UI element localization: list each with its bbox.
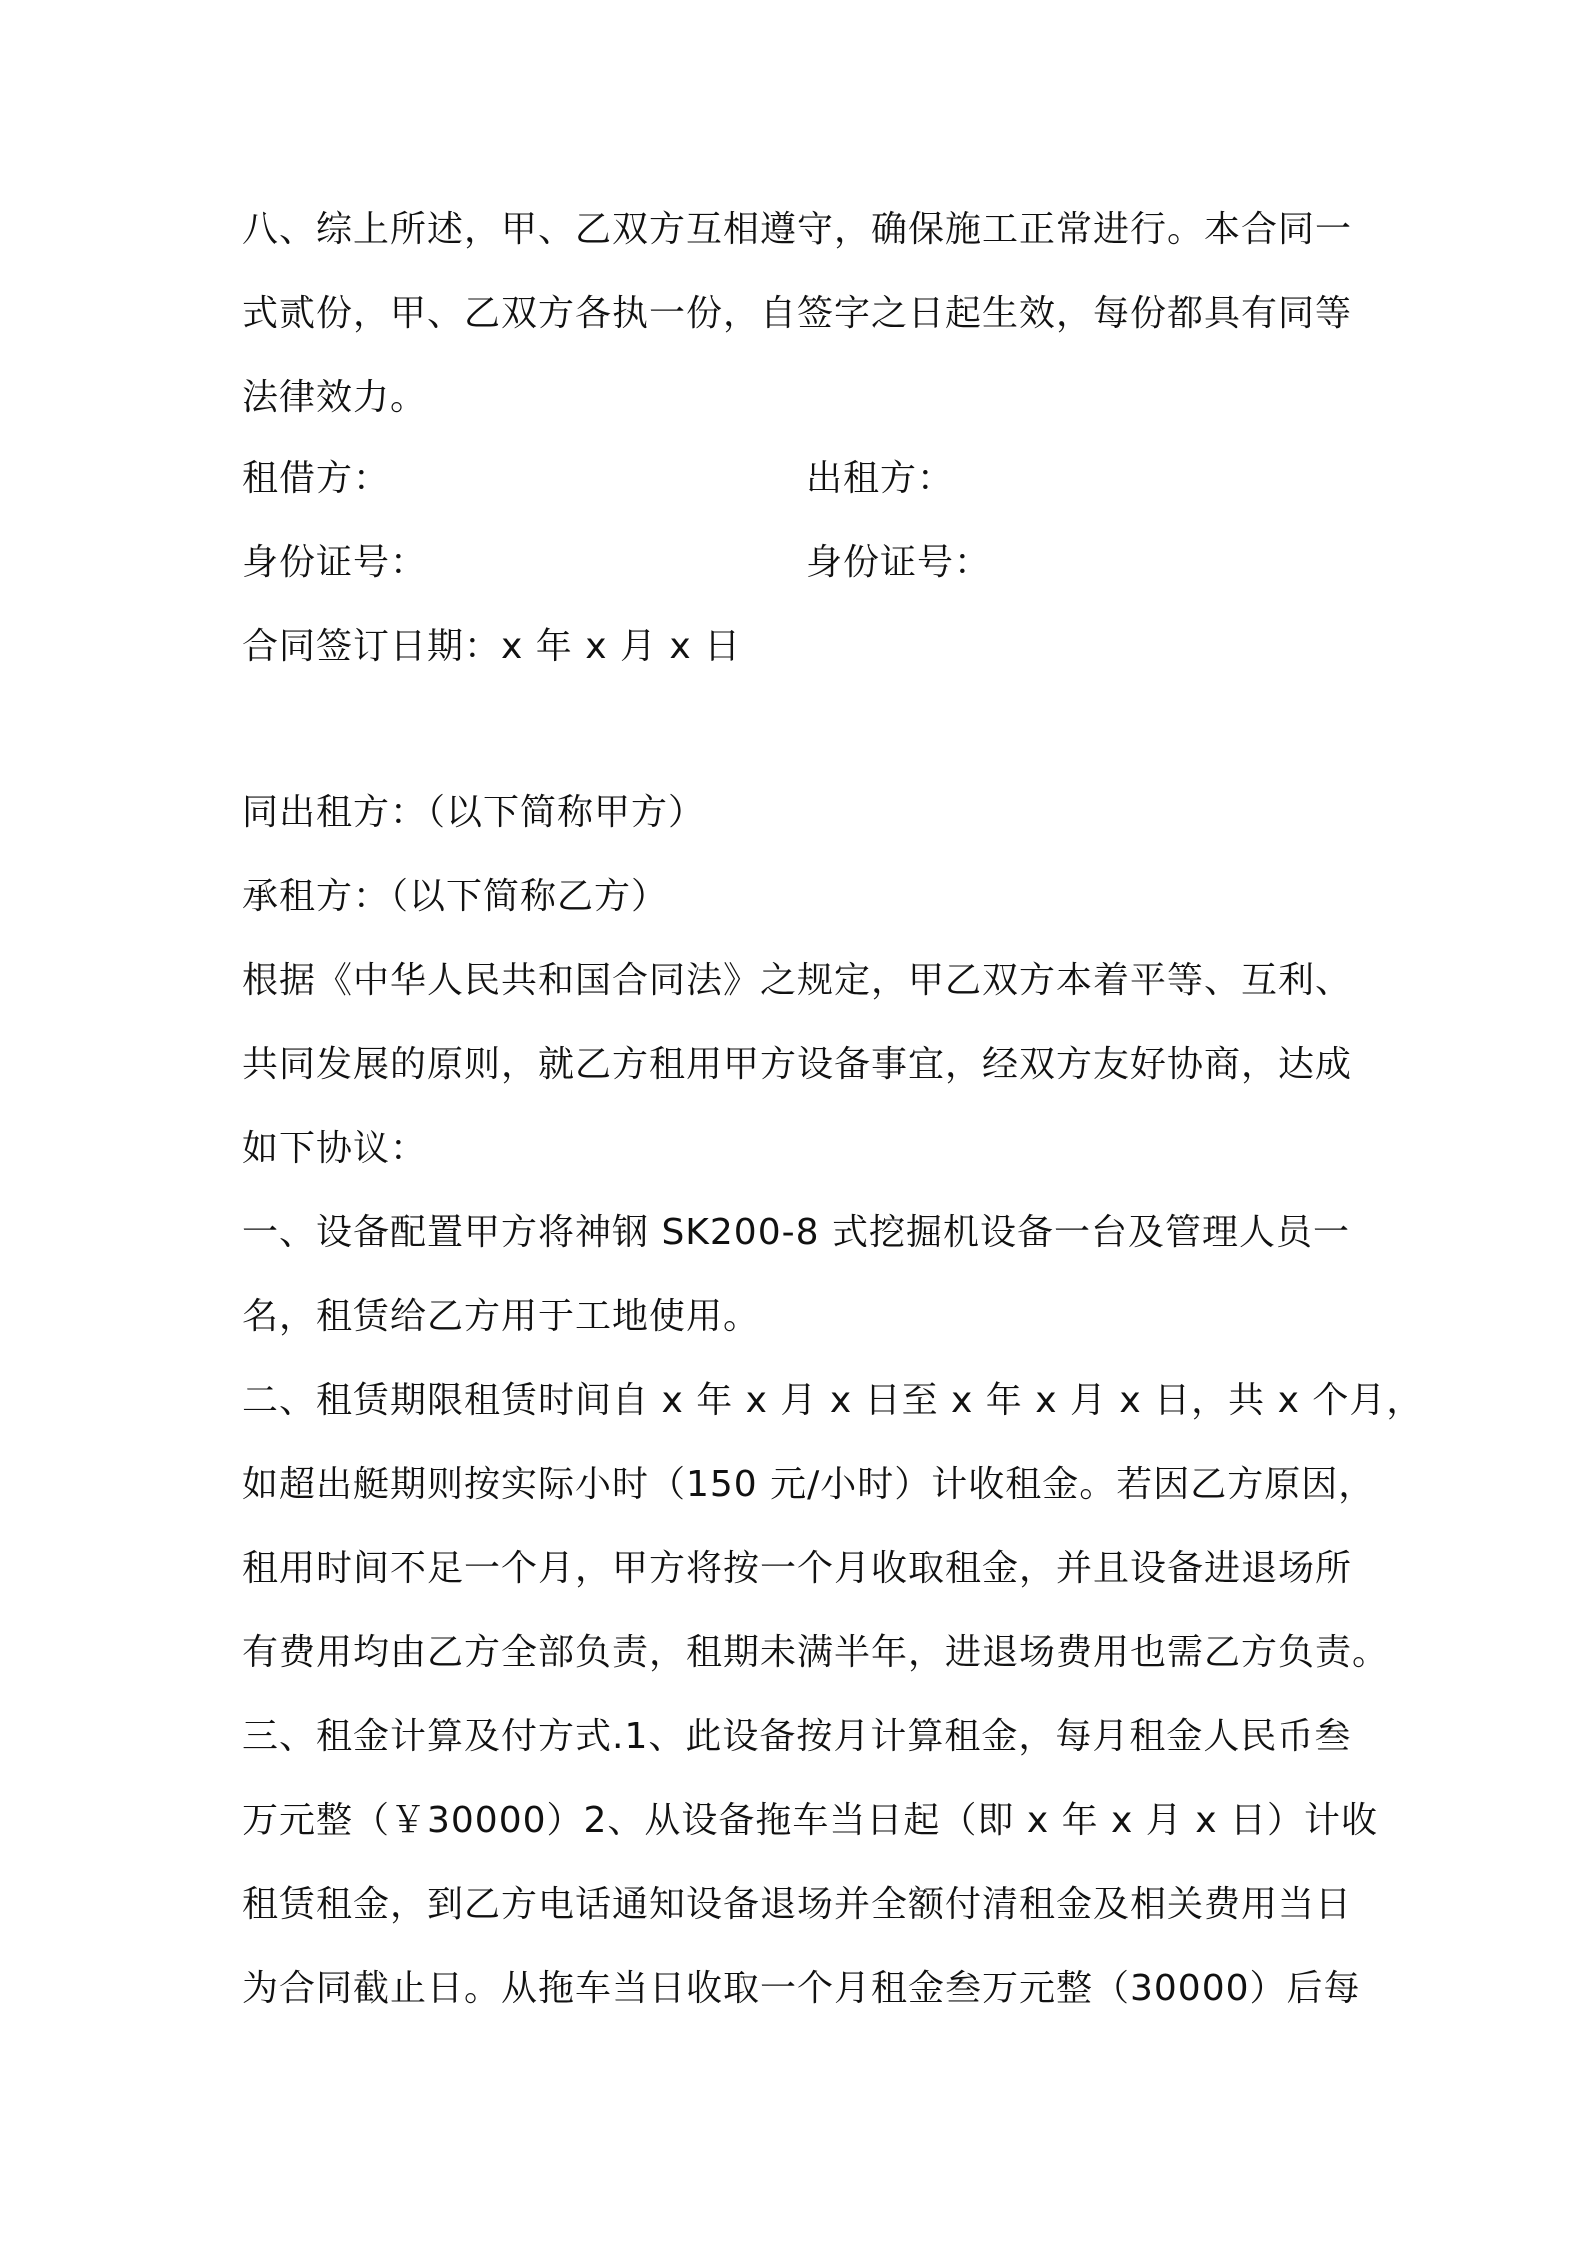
clause-two-line: 租用时间不足一个月，甲方将按一个月收取租金，并且设备进退场所 <box>242 1548 1353 1589</box>
signature-row-id <box>242 521 1362 605</box>
lessee-id-label: 身份证号： <box>242 542 428 583</box>
paragraph-line: 八、综上所述，甲、乙双方互相遵守，确保施工正常进行。本合同一 <box>242 209 1353 250</box>
clause-three-line: 三、租金计算及付方式.1、此设备按月计算租金，每月租金人民币叁 <box>242 1716 1352 1757</box>
clause-three-line: 租赁租金，到乙方电话通知设备退场并全额付清租金及相关费用当日 <box>242 1884 1353 1925</box>
clause-one-line: 一、设备配置甲方将神钢 SK200-8 式挖掘机设备一台及管理人员一 <box>242 1212 1350 1253</box>
signature-row-parties <box>242 437 1362 521</box>
lessor-label: 出租方： <box>806 458 955 499</box>
section-eight-paragraph <box>242 188 1362 440</box>
preamble-line: 如下协议： <box>242 1128 428 1169</box>
clause-three-line: 万元整（￥30000）2、从设备拖车当日起（即 x 年 x 月 x 日）计收 <box>242 1800 1379 1841</box>
contract-date-line: 合同签订日期：x 年 x 月 x 日 <box>242 626 742 667</box>
clause-one-line: 名，租赁给乙方用于工地使用。 <box>242 1296 761 1337</box>
preamble-line: 根据《中华人民共和国合同法》之规定，甲乙双方本着平等、互利、 <box>242 960 1353 1001</box>
clause-three-line: 为合同截止日。从拖车当日收取一个月租金叁万元整（30000）后每 <box>242 1968 1361 2009</box>
clause-two-line: 二、租赁期限租赁时间自 x 年 x 月 x 日至 x 年 x 月 x 日，共 x 个月， <box>242 1380 1424 1421</box>
paragraph-line: 式贰份，甲、乙双方各执一份，自签字之日起生效，每份都具有同等 <box>242 293 1353 334</box>
lessor-id-label: 身份证号： <box>806 542 992 583</box>
preamble-line: 共同发展的原则，就乙方租用甲方设备事宜，经双方友好协商，达成 <box>242 1044 1353 1085</box>
paragraph-line: 法律效力。 <box>242 377 428 418</box>
party-lessee-line: 承租方：（以下简称乙方） <box>242 876 669 917</box>
contract-body <box>242 771 1424 2031</box>
clause-two-line: 如超出艇期则按实际小时（150 元/小时）计收租金。若因乙方原因， <box>242 1464 1376 1505</box>
signature-row-date <box>242 605 1362 689</box>
party-lessor-line: 同出租方：（以下简称甲方） <box>242 792 706 833</box>
clause-two-line: 有费用均由乙方全部负责，租期未满半年，进退场费用也需乙方负责。 <box>242 1632 1390 1673</box>
lessee-label: 租借方： <box>242 458 391 499</box>
